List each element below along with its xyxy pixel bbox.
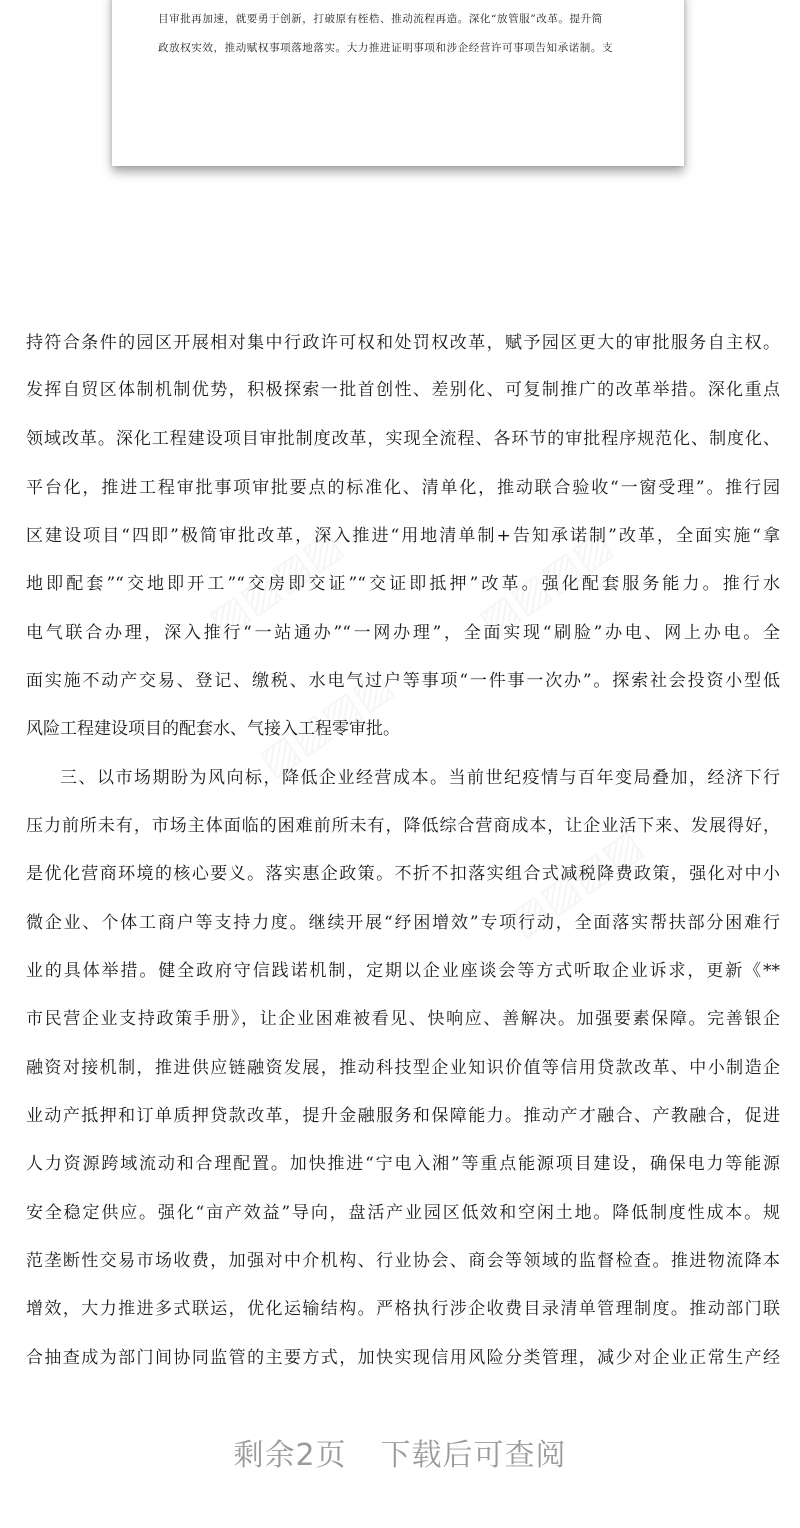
preview-line-2: 政放权实效，推动赋权事项落地落实。大力推进证明事项和涉企经营许可事项告知承诺制。支 <box>158 42 614 54</box>
body-line: 市民营企业支持政策手册》，让企业困难被看见、快响应、善解决。加强要素保障。完善银企 <box>26 1009 780 1029</box>
body-line: 平台化，推进工程审批事项审批要点的标准化、清单化，推动联合验收“一窗受理”。推行园 <box>26 478 780 498</box>
body-line: 发挥自贸区体制机制优势，积极探索一批首创性、差别化、可复制推广的改革举措。深化重点 <box>26 380 780 400</box>
body-line: 融资对接机制，推进供应链融资发展，推动科技型企业知识价值等信用贷款改革、中小制造企 <box>26 1058 780 1078</box>
body-line: 合抽查成为部门间协同监管的主要方式，加快实现信用风险分类管理，减少对企业正常生产经 <box>26 1348 780 1368</box>
body-line: 微企业、个体工商户等支持力度。继续开展“纾困增效”专项行动，全面落实帮扶部分困难行 <box>26 913 780 933</box>
body-line: 风险工程建设项目的配套水、气接入工程零审批。 <box>26 719 400 739</box>
body-line: 业的具体举措。健全政府守信践诺机制，定期以企业座谈会等方式听取企业诉求，更新《** <box>26 961 780 981</box>
body-line: 安全稳定供应。强化“亩产效益”导向，盘活产业园区低效和空闲土地。降低制度性成本。规 <box>26 1203 780 1223</box>
body-line: 增效，大力推进多式联运，优化运输结构。严格执行涉企收费目录清单管理制度。推动部门联 <box>26 1299 780 1319</box>
body-line: 持符合条件的园区开展相对集中行政许可权和处罚权改革，赋予园区更大的审批服务自主权。 <box>26 333 780 353</box>
body-line: 业动产抵押和订单质押贷款改革，提升金融服务和保障能力。推动产才融合、产教融合，促进 <box>26 1106 780 1126</box>
body-line: 领域改革。深化工程建设项目审批制度改革，实现全流程、各环节的审批程序规范化、制度化、 <box>26 429 780 449</box>
body-line: 地即配套”“交地即开工”“交房即交证”“交证即抵押”改革。强化配套服务能力。推行水 <box>26 574 780 594</box>
body-line: 人力资源跨域流动和合理配置。加快推进“宁电入湘”等重点能源项目建设，确保电力等能源 <box>26 1154 780 1174</box>
body-line: 电气联合办理，深入推行“一站通办”“一网办理”，全面实现“刷脸”办电、网上办电。全 <box>26 623 780 643</box>
body-line-section-start: 三、以市场期盼为风向标，降低企业经营成本。当前世纪疫情与百年变局叠加，经济下行 <box>60 768 780 788</box>
download-to-view-text: 下载后可查阅 <box>380 1438 567 1473</box>
body-line: 面实施不动产交易、登记、缴税、水电气过户等事项“一件事一次办”。探索社会投资小型低 <box>26 671 780 691</box>
download-prompt[interactable] <box>0 1430 800 1474</box>
preview-line-1: 目审批再加速，就要勇于创新，打破原有桎梏、推动流程再造。深化“放管服”改革。提升简 <box>158 13 603 25</box>
body-line: 是优化营商环境的核心要义。落实惠企政策。不折不扣落实组合式减税降费政策，强化对中小 <box>26 864 780 884</box>
remaining-pages-text: 剩余2页 <box>233 1438 347 1473</box>
body-line: 区建设项目“四即”极简审批改革，深入推进“用地清单制+告知承诺制”改革，全面实施“拿 <box>26 526 780 546</box>
body-line: 压力前所未有，市场主体面临的困难前所未有，降低综合营商成本，让企业活下来、发展得好， <box>26 816 780 836</box>
page-preview-card <box>112 0 684 166</box>
body-line: 范垄断性交易市场收费，加强对中介机构、行业协会、商会等领域的监督检查。推进物流降本 <box>26 1251 780 1271</box>
